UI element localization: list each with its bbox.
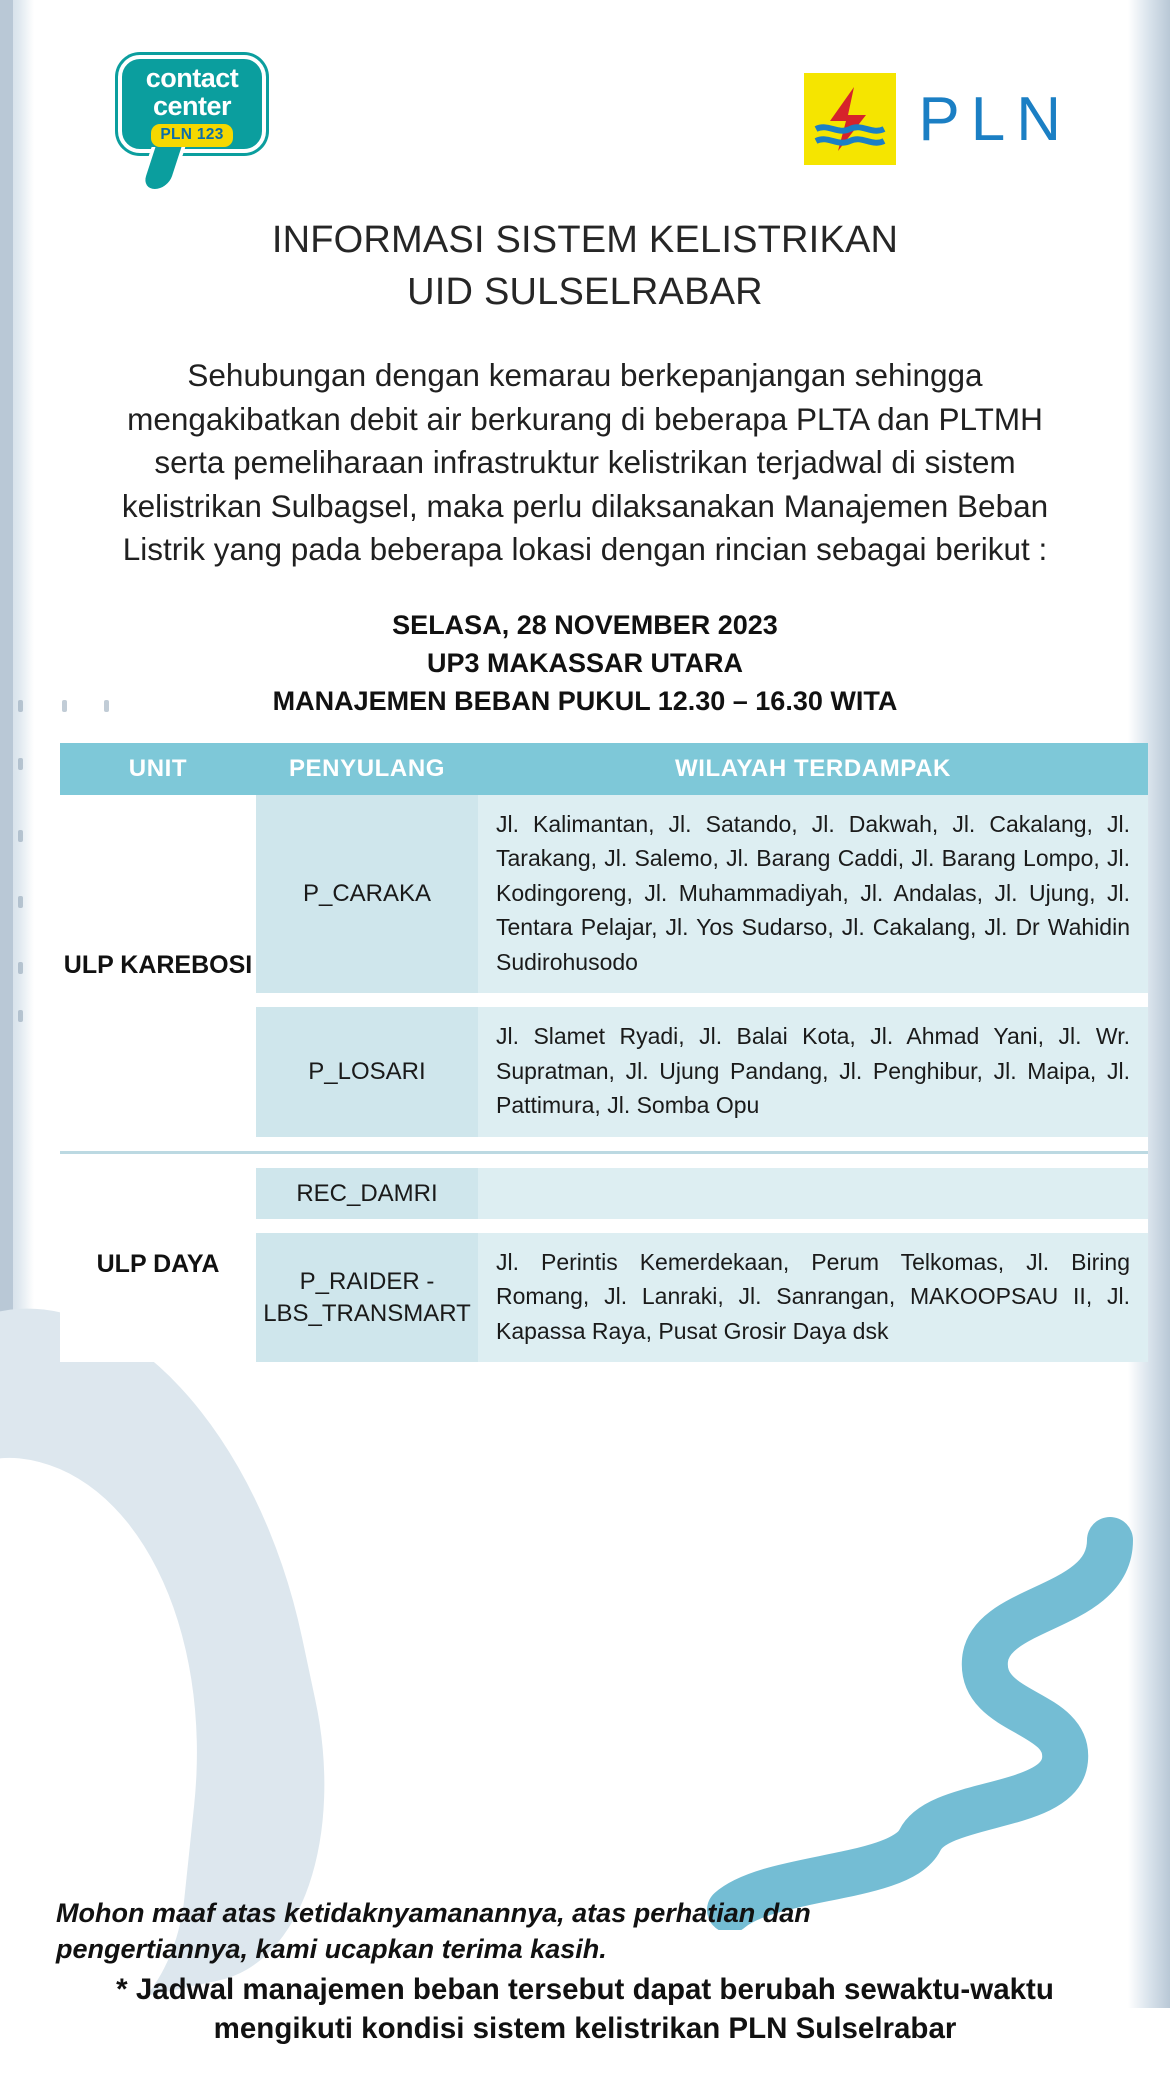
table-row bbox=[256, 1168, 1148, 1219]
row-spacer bbox=[60, 1137, 1148, 1151]
row-spacer bbox=[256, 993, 1148, 1007]
table-row bbox=[256, 1233, 1148, 1363]
row-spacer bbox=[60, 1154, 1148, 1168]
contact-center-badge: PLN 123 bbox=[151, 124, 232, 147]
pln-wordmark: PLN bbox=[918, 84, 1072, 154]
table-cell-wilayah bbox=[478, 1168, 1148, 1219]
table-row bbox=[256, 795, 1148, 994]
table-cell-penyulang: P_CARAKA bbox=[256, 795, 478, 994]
schedule-time: MANAJEMEN BEBAN PUKUL 12.30 – 16.30 WITA bbox=[272, 686, 898, 717]
table-cell-penyulang: REC_DAMRI bbox=[256, 1168, 478, 1219]
column-header-penyulang: PENYULANG bbox=[288, 754, 446, 782]
footer-note: * Jadwal manajemen beban tersebut dapat berubah sewaktu-waktu mengikuti kondisi sistem kelistrikan PLN Sulselrabar bbox=[116, 1973, 1054, 2045]
row-spacer bbox=[256, 1219, 1148, 1233]
column-header-wilayah: WILAYAH TERDAMPAK bbox=[675, 754, 951, 782]
table-row bbox=[256, 1007, 1148, 1137]
table-group bbox=[60, 795, 1148, 1137]
apology-line2: pengertiannya, kami ucapkan terima kasih. bbox=[56, 1933, 607, 1964]
table-header-row bbox=[60, 743, 1148, 795]
table-group-rows bbox=[256, 1168, 1148, 1363]
table-cell-penyulang: P_LOSARI bbox=[256, 1007, 478, 1137]
schedule-block bbox=[38, 606, 1132, 721]
pln-lightning-icon bbox=[804, 73, 896, 165]
table-cell-wilayah: Jl. Kalimantan, Jl. Satando, Jl. Dakwah, Jl. Cakalang, Jl. Tarakang, Jl. Salemo, Jl. Barang Caddi, Jl. Barang Lompo, Jl. Kodingoreng, Jl. Muhammadiyah, Jl. Andalas, Jl. Ujung, Jl. Tentara Pelajar, Jl. Yos Sudarso, Jl. Cakalang, Jl. Dr Wahidin Sudirohusodo bbox=[478, 795, 1148, 994]
page-title bbox=[38, 215, 1132, 318]
page-title-line1: INFORMASI SISTEM KELISTRIKAN bbox=[271, 219, 899, 261]
header bbox=[38, 0, 1132, 185]
page-title-line2: UID SULSELRABAR bbox=[407, 270, 763, 313]
footer bbox=[0, 1896, 1170, 2048]
speech-bubble-icon bbox=[118, 55, 266, 153]
outage-table bbox=[60, 743, 1148, 1363]
pln-mark-svg bbox=[804, 73, 896, 165]
table-cell-wilayah: Jl. Slamet Ryadi, Jl. Balai Kota, Jl. Ahmad Yani, Jl. Wr. Supratman, Jl. Ujung Pandang, Jl. Penghibur, Jl. Maipa, Jl. Pattimura, Jl. Somba Opu bbox=[478, 1007, 1148, 1137]
contact-center-line1: contact bbox=[145, 62, 239, 93]
table-cell-unit: ULP KAREBOSI bbox=[60, 795, 256, 1137]
table-group-rows bbox=[256, 795, 1148, 1137]
apology-line1: Mohon maaf atas ketidaknyamanannya, atas perhatian dan bbox=[56, 1898, 811, 1929]
speech-bubble-tail-icon bbox=[137, 147, 186, 193]
table-cell-penyulang: P_RAIDER - LBS_TRANSMART bbox=[256, 1233, 478, 1363]
table-cell-wilayah: Jl. Perintis Kemerdekaan, Perum Telkomas, Jl. Biring Romang, Jl. Lanraki, Jl. Sanrangan, MAKOOPSAU II, Jl. Kapassa Raya, Pusat Grosir Daya dsk bbox=[478, 1233, 1148, 1363]
schedule-date: SELASA, 28 NOVEMBER 2023 bbox=[392, 609, 778, 640]
contact-center-line2: center bbox=[152, 90, 232, 121]
column-header-unit: UNIT bbox=[128, 754, 188, 782]
apology-text bbox=[56, 1896, 1114, 1967]
pln-logo bbox=[804, 55, 1072, 165]
schedule-unit: UP3 MAKASSAR UTARA bbox=[426, 648, 743, 679]
contact-center-logo bbox=[118, 55, 268, 185]
table-group bbox=[60, 1168, 1148, 1363]
table-cell-unit: ULP DAYA bbox=[60, 1168, 256, 1363]
intro-paragraph: Sehubungan dengan kemarau berkepanjangan sehingga mengakibatkan debit air berkurang di beberapa PLTA dan PLTMH serta pemeliharaan infrastruktur kelistrikan terjadwal di sistem kelistrikan Sulbagsel, maka perlu dilaksanakan Manajemen Beban Listrik yang pada beberapa lokasi dengan rincian sebagai berikut : bbox=[121, 357, 1049, 568]
